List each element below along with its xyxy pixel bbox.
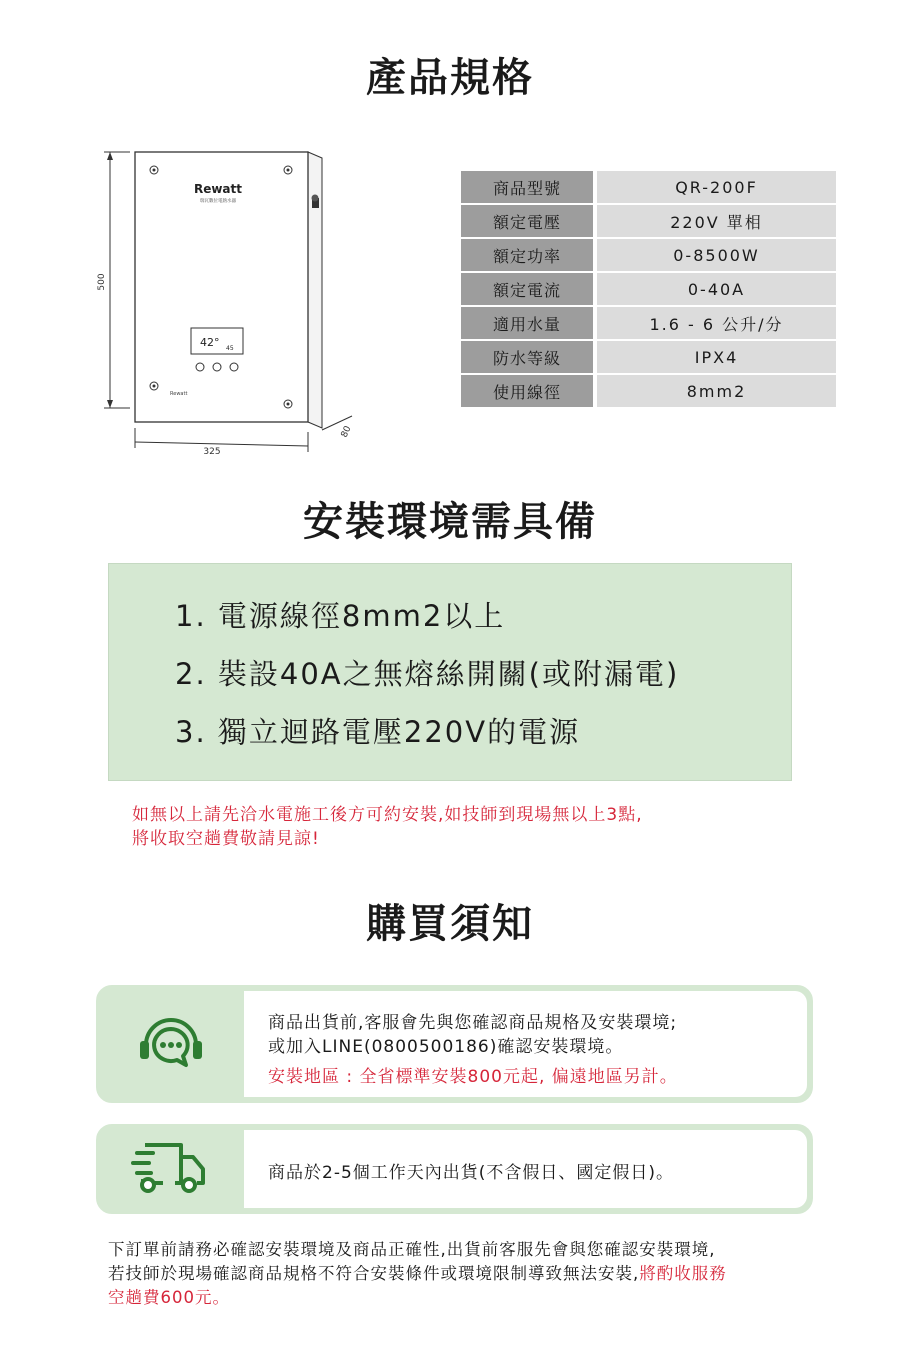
spec-value: 8mm2 [597,375,836,409]
diagram-display-temp: 42° [200,336,220,349]
notice-line: 或加入LINE(0800500186)確認安裝環境。 [268,1037,624,1057]
spec-key: 商品型號 [461,171,597,205]
install-warning [132,803,792,851]
spec-value: QR-200F [597,171,836,205]
spec-title: 產品規格 [366,55,534,101]
spec-value: 0-8500W [597,239,836,273]
spec-key: 使用線徑 [461,375,597,409]
spec-key: 額定電壓 [461,205,597,239]
footnote-text-highlight: 將酌收服務 [639,1264,727,1283]
footnote-line-highlight: 空趟費600元。 [108,1288,230,1307]
diagram-brand-sub: 瑞瓦數位電熱水器 [200,199,236,204]
footnote-text: 若技師於現場確認商品規格不符合安裝條件或環境限制導致無法安裝, [108,1264,640,1283]
notice-line: 商品於2-5個工作天內出貨(不含假日、國定假日)。 [268,1163,675,1183]
spec-value: 0-40A [597,273,836,307]
spec-row [461,341,836,375]
spec-value: IPX4 [597,341,836,375]
spec-value: 220V 單相 [597,205,836,239]
diagram-small-brand: Rewatt [170,391,188,397]
requirement-item: 3. 獨立迴路電壓220V的電源 [175,715,581,749]
spec-row [461,205,836,239]
notice-card-service [96,985,813,1103]
notice-card-body [244,1130,807,1208]
notice-card-body [244,991,807,1097]
spec-value: 1.6 - 6 公升/分 [597,307,836,341]
spec-row [461,171,836,205]
requirement-item: 2. 裝設40A之無熔絲開關(或附漏電) [175,657,680,691]
install-title: 安裝環境需具備 [303,499,597,545]
requirement-item: 1. 電源線徑8mm2以上 [175,599,506,633]
spec-key: 額定功率 [461,239,597,273]
warning-line: 將收取空趟費敬請見諒! [132,829,320,849]
chat-headset-icon [98,987,244,1101]
spec-row [461,273,836,307]
dim-width-label: 325 [203,447,221,457]
spec-key: 防水等級 [461,341,597,375]
spec-key: 額定電流 [461,273,597,307]
dim-depth-label: 80 [339,424,354,440]
notice-line: 商品出貨前,客服會先與您確認商品規格及安裝環境; [268,1013,678,1033]
spec-row [461,239,836,273]
footnote-line [108,1262,818,1286]
spec-table [461,171,836,409]
delivery-truck-icon [98,1126,244,1212]
order-footnote [108,1238,818,1310]
diagram-brand: Rewatt [193,182,243,196]
dim-height-label: 500 [97,273,107,291]
footnote-line: 下訂單前請務必確認安裝環境及商品正確性,出貨前客服先會與您確認安裝環境, [108,1240,716,1259]
spec-row [461,307,836,341]
requirements-box [108,563,792,781]
spec-row [461,375,836,409]
notice-line-highlight: 安裝地區 : 全省標準安裝800元起, 偏遠地區另計。 [268,1067,678,1087]
spec-key: 適用水量 [461,307,597,341]
warning-line: 如無以上請先洽水電施工後方可約安裝,如技師到現場無以上3點, [132,805,643,825]
product-dimension-diagram [90,140,390,460]
notice-title: 購買須知 [366,901,534,947]
diagram-display-flow: 45 [226,345,234,352]
notice-card-shipping [96,1124,813,1214]
